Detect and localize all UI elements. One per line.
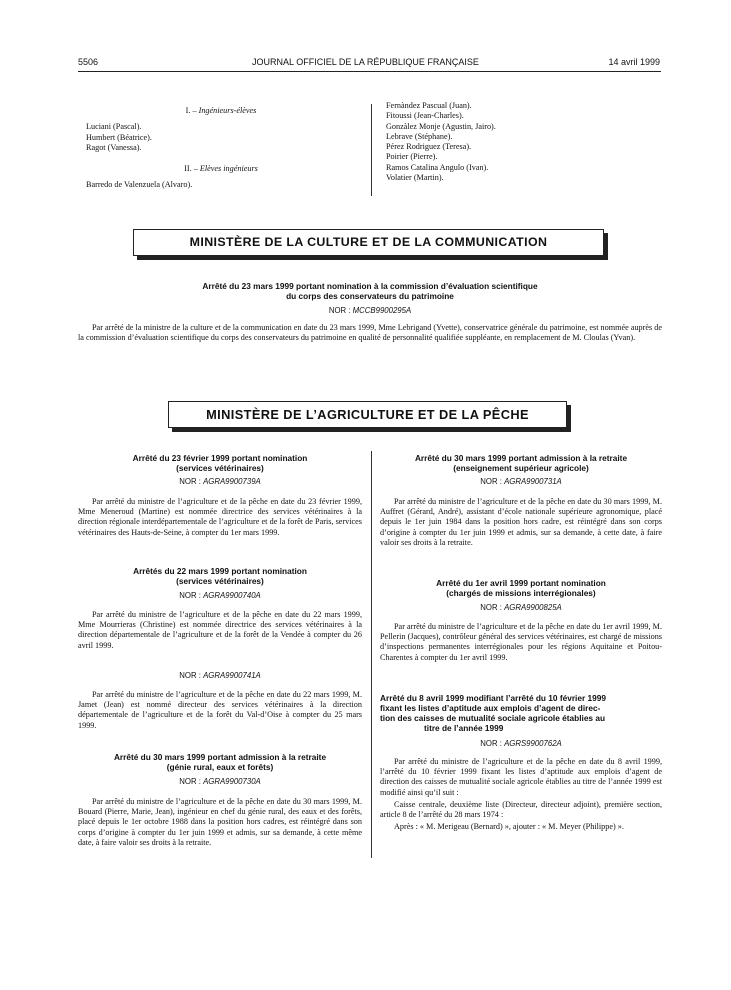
header-rule [78,71,661,72]
arrete-body-culture: Par arrêté de la ministre de la culture et de la communication en date du 23 mars 1999, Mme Lebrigand (Yvette), conservatrice générale du patrimoine, est nommée auprès de la commission d’évaluation scientifique du corps des conservateurs du patrimoine en qualité de personnalité qualifiée suppléante, en remplacement de M. Cloulas (Yvan). [78,323,662,343]
nor-reference: NOR : AGRS9900762A [480,739,562,748]
list-item: Volatier (Martin). [386,173,444,183]
list-item: Ramos Catalina Angulo (Ivan). [386,162,489,172]
list-item: Pérez Rodriguez (Teresa). [386,142,472,152]
arrete-body: Par arrêté du ministre de l’agriculture et de la pêche en date du 22 mars 1999, Mme Mourrieras (Christine) est nommée directrice des services vétérinaires à la direction départementale de l’agriculture et de la forêt de la Vendée à compter du 26 avril 1999. [78,610,362,650]
list-item: Gonzàlez Monje (Agustin, Jairo). [386,121,496,131]
arrete-title: Arrêté du 30 mars 1999 portant admission à la retraite (enseignement supérieur agricole) [414,453,628,473]
arrete-title: Arrêtés du 22 mars 1999 portant nomination (services vétérinaires) [133,566,307,586]
arrete-body: Par arrêté du ministre de l’agriculture et de la pêche en date du 23 février 1999, Mme Meneroud (Martine) est nommée directrice des services vétérinaires à la direction régionale interdépartementale de l’agriculture et de la forêt de Paris, services vétérinaires des Hauts-de-Seine, à compter du 1er mars 1999. [78,497,362,537]
list-item: Barredo de Valenzuela (Alvaro). [86,180,193,190]
arrete-title: Arrêté du 30 mars 1999 portant admission à la retraite (génie rural, eaux et forêts) [113,752,327,772]
arrete-title: Arrêté du 8 avril 1999 modifiant l’arrêté du 10 février 1999 fixant les listes d’aptitude aux emplois d’agent de direc- tion des caisses de mutualité sociale agricole établies au titre de l’année 1999 [380,693,606,733]
arrete-body: Par arrêté du ministre de l’agriculture et de la pêche en date du 30 mars 1999, M. Auffret (Gérard, André), assistant d’école nationale supérieure agronomique, placé depuis le 1er juin 1984 dans la position hors cadre, est réintégré dans son corps d’origine à compter du 1er juin 1999 et admis, sur sa demande, à cette date, à faire valoir ses droits à la retraite. [380,497,662,547]
arrete-body: Par arrêté du ministre de l’agriculture et de la pêche en date du 22 mars 1999, M. Jamet (Jean) est nommé directeur des services vétérinaires à la direction départementale de l’agriculture et de la forêt du Val-d’Oise à compter du 25 mars 1999. [78,690,362,730]
list-item: Humbert (Béatrice). [86,132,152,142]
list-item: Fitoussi (Jean-Charles). [386,111,464,121]
list-item: Luciani (Pascal). [86,122,142,132]
arrete-body: Par arrêté du ministre de l’agriculture et de la pêche en date du 1er avril 1999, M. Pellerin (Jacques), contrôleur général des services vétérinaires, est chargé de missions d’inspections permanentes interrégionales pour les régions Aquitaine et Poitou-Charentes à compter du 1er avril 1999. [380,622,662,662]
arrete-title: Arrêté du 1er avril 1999 portant nomination (chargés de missions interrégionales) [436,578,606,598]
list-item: Poirier (Pierre). [386,152,438,162]
list-item: Ragot (Vanessa). [86,142,142,152]
nor-reference: NOR : AGRA9900730A [179,777,261,786]
arrete-title-culture: Arrêté du 23 mars 1999 portant nomination à la commission d’évaluation scientifique du corps des conservateurs du patrimoine [202,281,538,301]
ministry-heading-agriculture: MINISTÈRE DE L’AGRICULTURE ET DE LA PÊCHE [168,401,567,428]
ministry-heading-culture: MINISTÈRE DE LA CULTURE ET DE LA COMMUNICATION [133,229,604,256]
arrete-title: Arrêté du 23 février 1999 portant nomination (services vétérinaires) [132,453,308,473]
arrete-body: Par arrêté du ministre de l’agriculture et de la pêche en date du 8 avril 1999, l’arrêté du 10 février 1999 fixant les listes d’aptitude aux emplois d’agent de direction des caisses de mutualité sociale agricole établies au titre de l’année 1999 est modifié ainsi qu’il suit : Caisse centrale, deuxième liste (Directeur, directeur adjoint), première section, article 8 de l’arrêté du 28 mars 1974 : Après : « M. Merigeau (Bernard) », ajouter : « M. Meyer (Philippe) ». [380,757,662,832]
section-heading-ingenieurs-eleves: I. – Ingénieurs-élèves [185,106,257,115]
nor-reference: NOR : AGRA9900739A [179,477,261,486]
left-name-list [86,106,356,191]
nor-reference: NOR : AGRA9900825A [480,603,562,612]
list-item: Lebrave (Stéphane). [386,131,453,141]
arrete-body: Par arrêté du ministre de l’agriculture et de la pêche en date du 30 mars 1999, M. Bouard (Pierre, Marie, Jean), ingénieur en chef du génie rural, des eaux et des forêts, placé depuis le 1er octobre 1988 dans la position hors cadres, est réintégré dans son corps d’origine à compter du 1er juin 1999 et admis, sur sa demande, à cette même date, à faire valoir ses droits à la retraite. [78,797,362,847]
nor-reference: NOR : AGRA9900731A [480,477,562,486]
journal-title: JOURNAL OFFICIEL DE LA RÉPUBLIQUE FRANÇAISE [252,57,479,67]
section-heading-eleves-ingenieurs: II. – Elèves ingénieurs [184,164,258,174]
right-name-list [386,101,646,183]
column-divider [371,104,372,196]
list-item: Fernàndez Pascual (Juan). [386,101,472,110]
nor-reference: NOR : AGRA9900740A [179,591,261,600]
page-number: 5506 [78,57,99,67]
column-divider [371,451,372,858]
issue-date: 14 avril 1999 [608,57,660,67]
nor-reference: NOR : MCCB9900295A [328,306,412,315]
nor-reference: NOR : AGRA9900741A [179,671,261,680]
